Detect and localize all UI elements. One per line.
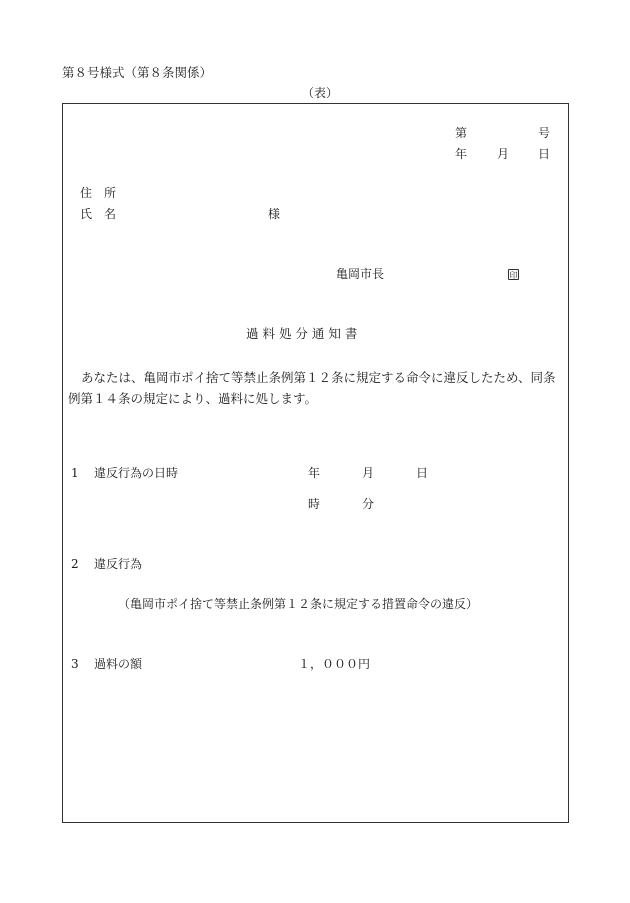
item1-hour: 時 (308, 497, 321, 511)
issuer-title: 亀岡市長 (336, 267, 385, 281)
date-day: 日 (538, 147, 551, 161)
document-frame (62, 103, 569, 823)
item1-label: 違反行為の日時 (94, 466, 179, 480)
item2-label: 違反行為 (94, 557, 143, 571)
seal-mark (508, 268, 519, 280)
item1-year: 年 (308, 466, 321, 480)
body-text: あなたは、亀岡市ポイ捨て等禁止条例第１２条に規定する命令に違反したため、同条例第１４条の規定により、過料に処します。 (68, 370, 556, 406)
item1-day: 日 (416, 466, 429, 480)
item2-number: 2 (71, 557, 79, 571)
seal-text: 印 (509, 271, 518, 280)
name-label: 氏 名 (80, 207, 117, 221)
date-month: 月 (497, 147, 510, 161)
item3-label: 過料の額 (94, 657, 143, 671)
date-year: 年 (455, 147, 468, 161)
item1-number: 1 (71, 466, 79, 480)
item1-minute: 分 (362, 497, 375, 511)
item1-month: 月 (362, 466, 375, 480)
side-label: （表） (302, 86, 339, 100)
document-title: 過 料 処 分 通 知 書 (246, 326, 358, 341)
honorific: 様 (268, 207, 281, 221)
item3-amount: １，０００円 (298, 657, 371, 671)
number-prefix: 第 (455, 126, 468, 140)
form-label: 第８号様式（第８条関係） (62, 65, 213, 80)
item3-number: 3 (71, 657, 79, 671)
address-label: 住 所 (80, 186, 117, 200)
item2-detail: （亀岡市ポイ捨て等禁止条例第１２条に規定する措置命令の違反） (118, 597, 479, 611)
number-suffix: 号 (538, 126, 551, 140)
